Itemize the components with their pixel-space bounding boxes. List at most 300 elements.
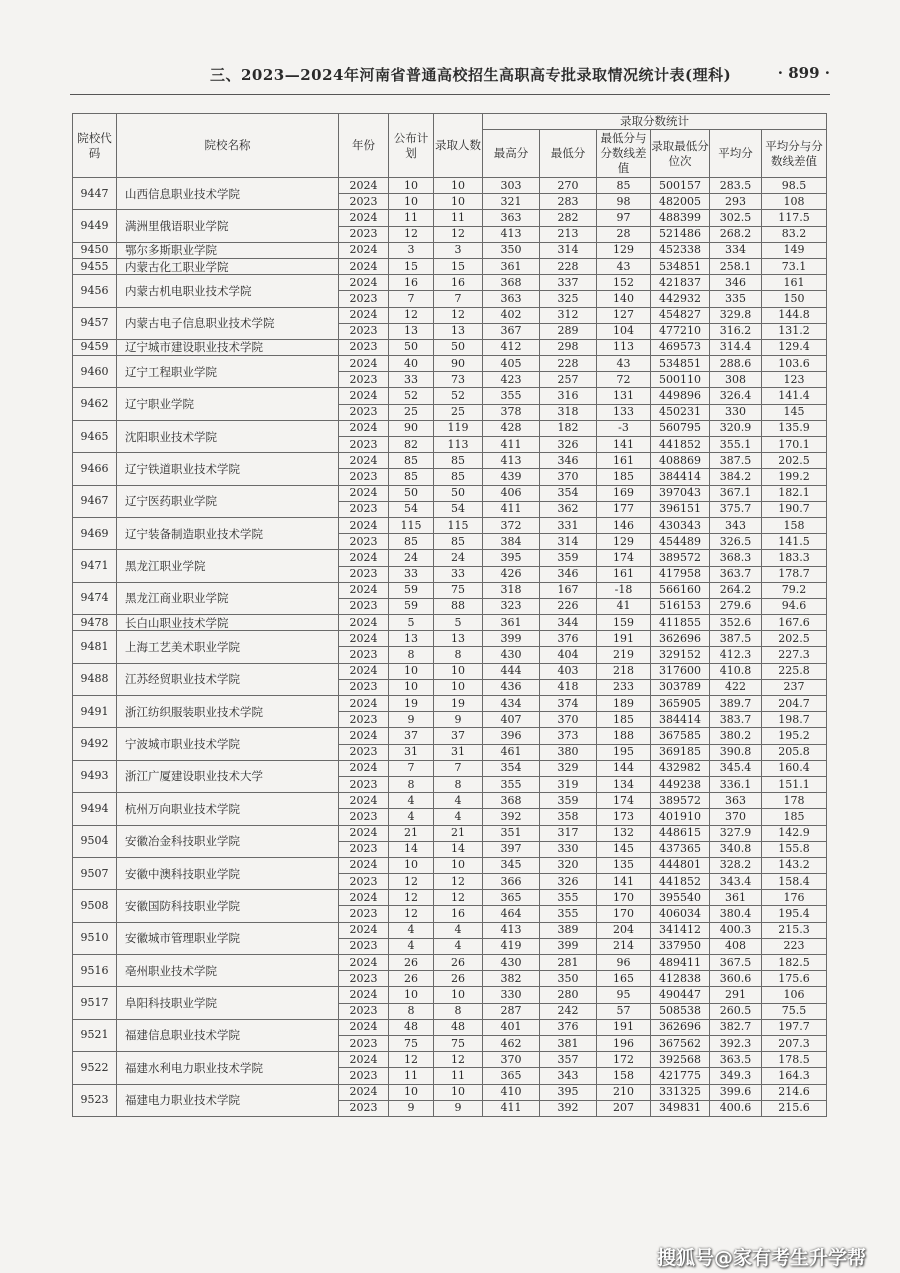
admitted-cell: 10 [434, 663, 483, 679]
admitted-cell: 75 [434, 1035, 483, 1051]
page-header [70, 62, 830, 90]
avg-cell: 340.8 [710, 841, 762, 857]
year-cell: 2024 [339, 242, 389, 258]
year-cell: 2023 [339, 194, 389, 210]
admitted-cell: 16 [434, 906, 483, 922]
admitted-cell: 4 [434, 938, 483, 954]
avg-cell: 293 [710, 194, 762, 210]
admission-table [72, 113, 827, 1117]
avg-cell: 258.1 [710, 258, 762, 274]
min-diff-cell: 219 [597, 647, 651, 663]
min-cell: 355 [540, 890, 597, 906]
avg-cell: 367.5 [710, 955, 762, 971]
rank-cell: 489411 [651, 955, 710, 971]
year-cell: 2024 [339, 890, 389, 906]
avg-cell: 367.1 [710, 485, 762, 501]
admitted-cell: 10 [434, 679, 483, 695]
avg-diff-cell: 103.6 [762, 356, 827, 372]
avg-cell: 326.5 [710, 534, 762, 550]
min-cell: 399 [540, 938, 597, 954]
min-diff-cell: 43 [597, 356, 651, 372]
min-cell: 167 [540, 582, 597, 598]
max-cell: 407 [483, 712, 540, 728]
plan-cell: 90 [389, 420, 434, 436]
max-cell: 330 [483, 987, 540, 1003]
min-diff-cell: -18 [597, 582, 651, 598]
max-cell: 365 [483, 1068, 540, 1084]
year-cell: 2024 [339, 258, 389, 274]
admitted-cell: 4 [434, 793, 483, 809]
rank-cell: 508538 [651, 1003, 710, 1019]
rank-cell: 560795 [651, 420, 710, 436]
min-diff-cell: 98 [597, 194, 651, 210]
rank-cell: 566160 [651, 582, 710, 598]
admitted-cell: 11 [434, 1068, 483, 1084]
plan-cell: 75 [389, 1035, 434, 1051]
table-row [73, 582, 827, 598]
plan-cell: 33 [389, 566, 434, 582]
avg-diff-cell: 131.2 [762, 323, 827, 339]
avg-diff-cell: 83.2 [762, 226, 827, 242]
year-cell: 2024 [339, 307, 389, 323]
avg-cell: 384.2 [710, 469, 762, 485]
rank-cell: 482005 [651, 194, 710, 210]
max-cell: 392 [483, 809, 540, 825]
min-diff-cell: 173 [597, 809, 651, 825]
avg-cell: 308 [710, 372, 762, 388]
col-admitted: 录取人数 [434, 114, 483, 178]
rank-cell: 401910 [651, 809, 710, 825]
max-cell: 399 [483, 631, 540, 647]
avg-diff-cell: 94.6 [762, 598, 827, 614]
min-diff-cell: -3 [597, 420, 651, 436]
min-cell: 346 [540, 566, 597, 582]
avg-cell: 387.5 [710, 453, 762, 469]
min-cell: 312 [540, 307, 597, 323]
plan-cell: 33 [389, 372, 434, 388]
year-cell: 2023 [339, 906, 389, 922]
max-cell: 354 [483, 760, 540, 776]
avg-cell: 349.3 [710, 1068, 762, 1084]
avg-diff-cell: 175.6 [762, 971, 827, 987]
min-cell: 320 [540, 857, 597, 873]
max-cell: 368 [483, 793, 540, 809]
plan-cell: 3 [389, 242, 434, 258]
avg-cell: 383.7 [710, 712, 762, 728]
admitted-cell: 14 [434, 841, 483, 857]
admitted-cell: 19 [434, 696, 483, 712]
plan-cell: 13 [389, 323, 434, 339]
rank-cell: 362696 [651, 631, 710, 647]
min-cell: 359 [540, 793, 597, 809]
avg-cell: 314.4 [710, 339, 762, 355]
rank-cell: 488399 [651, 210, 710, 226]
table-row [73, 987, 827, 1003]
school-code-cell: 9492 [73, 728, 117, 760]
max-cell: 361 [483, 258, 540, 274]
min-diff-cell: 129 [597, 242, 651, 258]
table-row [73, 857, 827, 873]
admitted-cell: 8 [434, 647, 483, 663]
school-code-cell: 9449 [73, 210, 117, 242]
avg-diff-cell: 73.1 [762, 258, 827, 274]
avg-cell: 363.5 [710, 1052, 762, 1068]
max-cell: 372 [483, 517, 540, 533]
school-code-cell: 9462 [73, 388, 117, 420]
min-cell: 374 [540, 696, 597, 712]
min-diff-cell: 152 [597, 275, 651, 291]
rank-cell: 421775 [651, 1068, 710, 1084]
plan-cell: 4 [389, 922, 434, 938]
school-name-cell: 辽宁城市建设职业技术学院 [117, 339, 339, 355]
year-cell: 2023 [339, 226, 389, 242]
avg-cell: 363.7 [710, 566, 762, 582]
year-cell: 2024 [339, 1084, 389, 1100]
min-cell: 389 [540, 922, 597, 938]
table-row [73, 922, 827, 938]
min-cell: 281 [540, 955, 597, 971]
max-cell: 368 [483, 275, 540, 291]
max-cell: 419 [483, 938, 540, 954]
rank-cell: 441852 [651, 437, 710, 453]
table-row [73, 517, 827, 533]
admitted-cell: 115 [434, 517, 483, 533]
rank-cell: 395540 [651, 890, 710, 906]
min-diff-cell: 140 [597, 291, 651, 307]
avg-diff-cell: 202.5 [762, 453, 827, 469]
admitted-cell: 85 [434, 469, 483, 485]
avg-diff-cell: 149 [762, 242, 827, 258]
plan-cell: 12 [389, 890, 434, 906]
table-row [73, 420, 827, 436]
avg-cell: 268.2 [710, 226, 762, 242]
avg-diff-cell: 161 [762, 275, 827, 291]
school-name-cell: 内蒙古电子信息职业技术学院 [117, 307, 339, 339]
max-cell: 382 [483, 971, 540, 987]
school-name-cell: 杭州万向职业技术学院 [117, 793, 339, 825]
min-diff-cell: 174 [597, 793, 651, 809]
admitted-cell: 12 [434, 1052, 483, 1068]
table-row [73, 275, 827, 291]
max-cell: 406 [483, 485, 540, 501]
year-cell: 2024 [339, 825, 389, 841]
min-cell: 257 [540, 372, 597, 388]
min-diff-cell: 170 [597, 906, 651, 922]
plan-cell: 7 [389, 291, 434, 307]
avg-cell: 390.8 [710, 744, 762, 760]
min-diff-cell: 41 [597, 598, 651, 614]
year-cell: 2024 [339, 615, 389, 631]
year-cell: 2024 [339, 631, 389, 647]
min-diff-cell: 144 [597, 760, 651, 776]
avg-diff-cell: 195.2 [762, 728, 827, 744]
min-diff-cell: 141 [597, 437, 651, 453]
plan-cell: 31 [389, 744, 434, 760]
year-cell: 2024 [339, 922, 389, 938]
plan-cell: 59 [389, 582, 434, 598]
max-cell: 351 [483, 825, 540, 841]
plan-cell: 52 [389, 388, 434, 404]
table-row [73, 615, 827, 631]
min-diff-cell: 169 [597, 485, 651, 501]
school-code-cell: 9521 [73, 1019, 117, 1051]
rank-cell: 490447 [651, 987, 710, 1003]
school-name-cell: 安徽中澳科技职业学院 [117, 857, 339, 889]
plan-cell: 48 [389, 1019, 434, 1035]
school-name-cell: 沈阳职业技术学院 [117, 420, 339, 452]
avg-diff-cell: 160.4 [762, 760, 827, 776]
year-cell: 2023 [339, 647, 389, 663]
table-row [73, 760, 827, 776]
admitted-cell: 10 [434, 987, 483, 1003]
plan-cell: 10 [389, 679, 434, 695]
table-row [73, 388, 827, 404]
avg-diff-cell: 150 [762, 291, 827, 307]
avg-cell: 316.2 [710, 323, 762, 339]
avg-cell: 260.5 [710, 1003, 762, 1019]
avg-cell: 368.3 [710, 550, 762, 566]
min-cell: 392 [540, 1100, 597, 1116]
avg-diff-cell: 151.1 [762, 776, 827, 792]
year-cell: 2023 [339, 469, 389, 485]
admitted-cell: 90 [434, 356, 483, 372]
admitted-cell: 33 [434, 566, 483, 582]
min-diff-cell: 145 [597, 841, 651, 857]
max-cell: 303 [483, 178, 540, 194]
min-diff-cell: 95 [597, 987, 651, 1003]
admitted-cell: 9 [434, 1100, 483, 1116]
year-cell: 2024 [339, 420, 389, 436]
school-code-cell: 9469 [73, 517, 117, 549]
avg-diff-cell: 225.8 [762, 663, 827, 679]
year-cell: 2023 [339, 323, 389, 339]
year-cell: 2023 [339, 809, 389, 825]
rank-cell: 444801 [651, 857, 710, 873]
school-code-cell: 9450 [73, 242, 117, 258]
school-name-cell: 福建水利电力职业技术学院 [117, 1052, 339, 1084]
min-cell: 326 [540, 874, 597, 890]
min-cell: 326 [540, 437, 597, 453]
max-cell: 461 [483, 744, 540, 760]
plan-cell: 12 [389, 1052, 434, 1068]
school-name-cell: 浙江纺织服装职业技术学院 [117, 696, 339, 728]
rank-cell: 442932 [651, 291, 710, 307]
max-cell: 405 [483, 356, 540, 372]
min-diff-cell: 131 [597, 388, 651, 404]
avg-diff-cell: 123 [762, 372, 827, 388]
col-min-diff: 最低分与分数线差值 [597, 130, 651, 178]
plan-cell: 10 [389, 1084, 434, 1100]
min-diff-cell: 196 [597, 1035, 651, 1051]
min-cell: 228 [540, 258, 597, 274]
max-cell: 384 [483, 534, 540, 550]
min-diff-cell: 129 [597, 534, 651, 550]
plan-cell: 25 [389, 404, 434, 420]
avg-cell: 392.3 [710, 1035, 762, 1051]
admitted-cell: 5 [434, 615, 483, 631]
table-row [73, 453, 827, 469]
avg-cell: 389.7 [710, 696, 762, 712]
max-cell: 413 [483, 226, 540, 242]
year-cell: 2023 [339, 1035, 389, 1051]
min-cell: 298 [540, 339, 597, 355]
plan-cell: 7 [389, 760, 434, 776]
rank-cell: 337950 [651, 938, 710, 954]
year-cell: 2024 [339, 987, 389, 1003]
school-name-cell: 辽宁工程职业学院 [117, 356, 339, 388]
col-avg-diff: 平均分与分数线差值 [762, 130, 827, 178]
max-cell: 423 [483, 372, 540, 388]
admitted-cell: 25 [434, 404, 483, 420]
school-code-cell: 9493 [73, 760, 117, 792]
max-cell: 402 [483, 307, 540, 323]
avg-diff-cell: 145 [762, 404, 827, 420]
school-name-cell: 黑龙江商业职业学院 [117, 582, 339, 614]
min-diff-cell: 28 [597, 226, 651, 242]
avg-diff-cell: 178.7 [762, 566, 827, 582]
avg-cell: 302.5 [710, 210, 762, 226]
min-cell: 376 [540, 1019, 597, 1035]
plan-cell: 16 [389, 275, 434, 291]
avg-diff-cell: 223 [762, 938, 827, 954]
rank-cell: 411855 [651, 615, 710, 631]
plan-cell: 8 [389, 1003, 434, 1019]
col-name: 院校名称 [117, 114, 339, 178]
plan-cell: 12 [389, 874, 434, 890]
min-cell: 317 [540, 825, 597, 841]
max-cell: 363 [483, 210, 540, 226]
table-row [73, 1052, 827, 1068]
year-cell: 2024 [339, 1052, 389, 1068]
school-name-cell: 安徽城市管理职业学院 [117, 922, 339, 954]
avg-cell: 361 [710, 890, 762, 906]
min-cell: 343 [540, 1068, 597, 1084]
year-cell: 2023 [339, 1100, 389, 1116]
min-cell: 319 [540, 776, 597, 792]
year-cell: 2023 [339, 679, 389, 695]
avg-diff-cell: 135.9 [762, 420, 827, 436]
avg-diff-cell: 178 [762, 793, 827, 809]
max-cell: 395 [483, 550, 540, 566]
min-cell: 355 [540, 906, 597, 922]
plan-cell: 4 [389, 809, 434, 825]
col-rank: 录取最低分位次 [651, 130, 710, 178]
min-cell: 325 [540, 291, 597, 307]
rank-cell: 362696 [651, 1019, 710, 1035]
max-cell: 363 [483, 291, 540, 307]
max-cell: 411 [483, 437, 540, 453]
plan-cell: 50 [389, 485, 434, 501]
plan-cell: 24 [389, 550, 434, 566]
col-code: 院校代码 [73, 114, 117, 178]
avg-diff-cell: 190.7 [762, 501, 827, 517]
rank-cell: 452338 [651, 242, 710, 258]
avg-cell: 400.3 [710, 922, 762, 938]
school-name-cell: 江苏经贸职业技术学院 [117, 663, 339, 695]
min-cell: 283 [540, 194, 597, 210]
school-code-cell: 9471 [73, 550, 117, 582]
plan-cell: 54 [389, 501, 434, 517]
max-cell: 355 [483, 776, 540, 792]
avg-diff-cell: 117.5 [762, 210, 827, 226]
admitted-cell: 12 [434, 307, 483, 323]
min-diff-cell: 233 [597, 679, 651, 695]
min-diff-cell: 158 [597, 1068, 651, 1084]
table-row [73, 339, 827, 355]
avg-diff-cell: 79.2 [762, 582, 827, 598]
table-row [73, 955, 827, 971]
school-code-cell: 9455 [73, 258, 117, 274]
year-cell: 2024 [339, 663, 389, 679]
avg-diff-cell: 106 [762, 987, 827, 1003]
admitted-cell: 48 [434, 1019, 483, 1035]
avg-diff-cell: 167.6 [762, 615, 827, 631]
avg-cell: 410.8 [710, 663, 762, 679]
plan-cell: 10 [389, 857, 434, 873]
avg-diff-cell: 142.9 [762, 825, 827, 841]
admitted-cell: 12 [434, 890, 483, 906]
min-diff-cell: 141 [597, 874, 651, 890]
avg-cell: 288.6 [710, 356, 762, 372]
col-avg: 平均分 [710, 130, 762, 178]
admitted-cell: 88 [434, 598, 483, 614]
min-cell: 314 [540, 534, 597, 550]
rank-cell: 367562 [651, 1035, 710, 1051]
plan-cell: 12 [389, 307, 434, 323]
admitted-cell: 10 [434, 857, 483, 873]
year-cell: 2024 [339, 275, 389, 291]
min-diff-cell: 185 [597, 712, 651, 728]
min-diff-cell: 174 [597, 550, 651, 566]
min-cell: 228 [540, 356, 597, 372]
avg-cell: 330 [710, 404, 762, 420]
min-diff-cell: 113 [597, 339, 651, 355]
min-cell: 376 [540, 631, 597, 647]
avg-diff-cell: 195.4 [762, 906, 827, 922]
admitted-cell: 7 [434, 291, 483, 307]
rank-cell: 449896 [651, 388, 710, 404]
admitted-cell: 7 [434, 760, 483, 776]
year-cell: 2023 [339, 1003, 389, 1019]
admitted-cell: 119 [434, 420, 483, 436]
table-row [73, 242, 827, 258]
min-diff-cell: 207 [597, 1100, 651, 1116]
min-diff-cell: 72 [597, 372, 651, 388]
max-cell: 321 [483, 194, 540, 210]
admitted-cell: 12 [434, 226, 483, 242]
avg-diff-cell: 205.8 [762, 744, 827, 760]
admitted-cell: 21 [434, 825, 483, 841]
school-code-cell: 9507 [73, 857, 117, 889]
page-number: · 899 · [777, 64, 830, 82]
admitted-cell: 52 [434, 388, 483, 404]
min-diff-cell: 97 [597, 210, 651, 226]
avg-diff-cell: 199.2 [762, 469, 827, 485]
school-name-cell: 阜阳科技职业学院 [117, 987, 339, 1019]
col-min: 最低分 [540, 130, 597, 178]
year-cell: 2023 [339, 566, 389, 582]
school-name-cell: 宁波城市职业技术学院 [117, 728, 339, 760]
rank-cell: 365905 [651, 696, 710, 712]
table-row [73, 258, 827, 274]
min-diff-cell: 43 [597, 258, 651, 274]
school-code-cell: 9491 [73, 696, 117, 728]
min-cell: 357 [540, 1052, 597, 1068]
avg-cell: 291 [710, 987, 762, 1003]
table-row [73, 663, 827, 679]
school-name-cell: 福建电力职业技术学院 [117, 1084, 339, 1116]
max-cell: 428 [483, 420, 540, 436]
